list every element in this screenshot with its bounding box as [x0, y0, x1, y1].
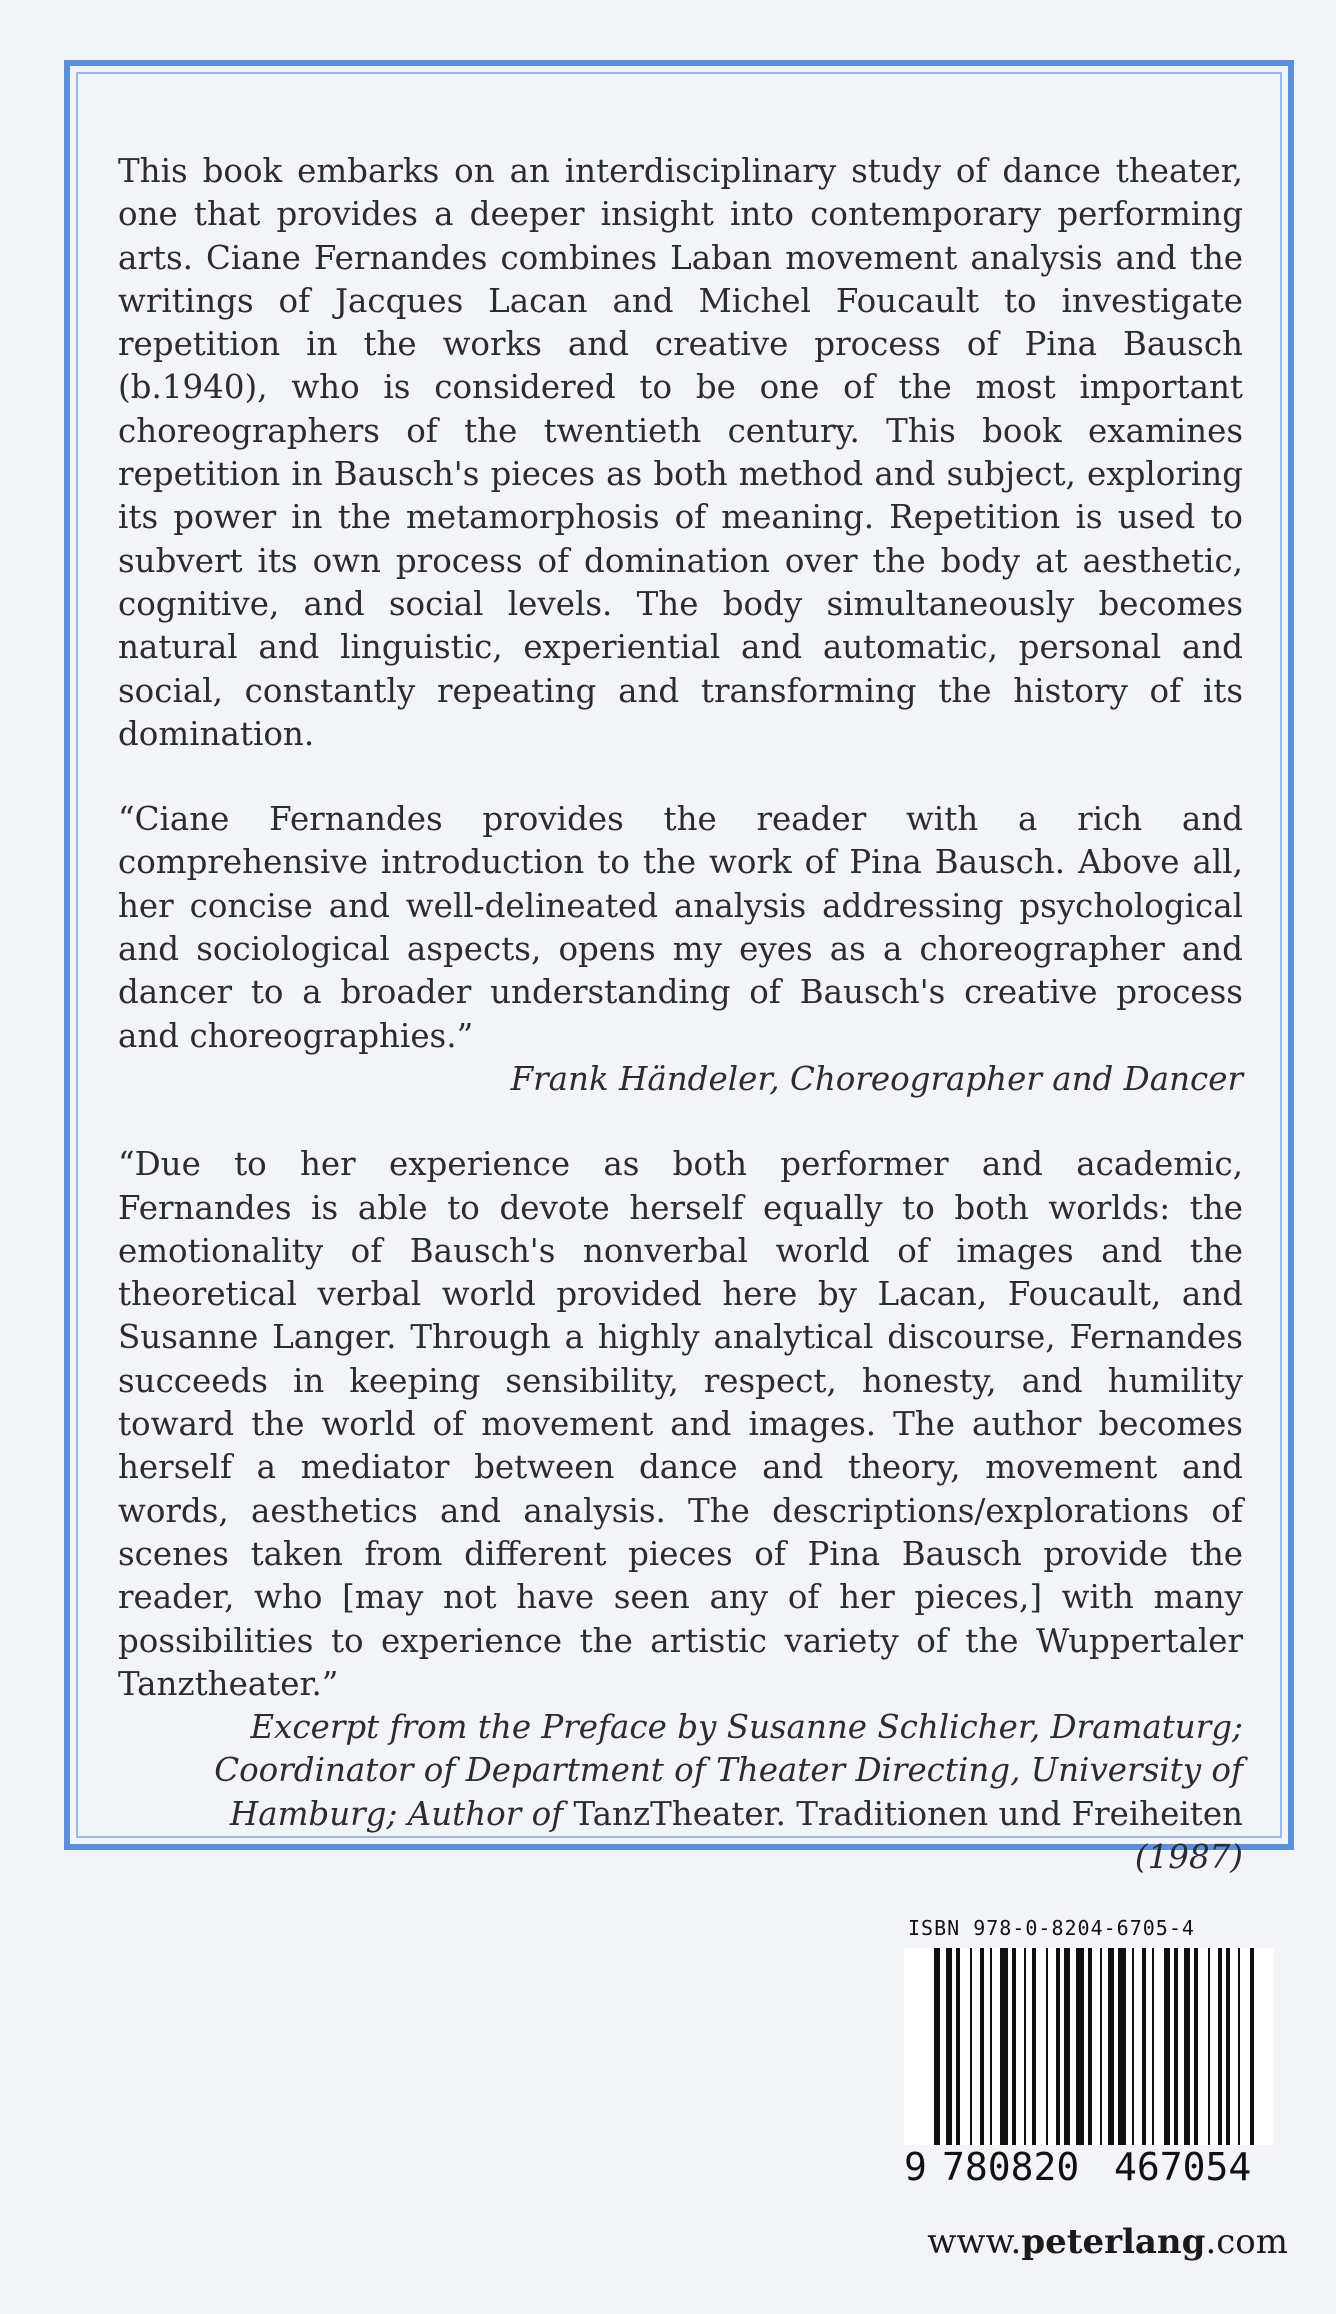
attribution-year: (1987)	[1134, 1837, 1243, 1876]
barcode-digits	[904, 2145, 1274, 2191]
endorsement-attribution-2-line2: Coordinator of Department of Theater Directing, University of	[214, 1751, 1243, 1790]
url-prefix: www.	[927, 2222, 1022, 2262]
url-name: peterlang	[1021, 2222, 1206, 2262]
endorsement-attribution-2-line3	[118, 1793, 1243, 1880]
barcode-digit-lead: 9	[904, 2145, 927, 2189]
isbn-barcode	[904, 1948, 1274, 2168]
endorsement-quote-2: “Due to her experience as both performer and academic, Fernandes is able to devote herself equally to both worlds: the emotionality of Bausch's nonverbal world of images and the theoretical verbal world provided here by Lacan, Foucault, and Susanne Langer. Through a highly analytical discourse, Fernandes succeeds in keeping sensibility, respect, honesty, and humility toward the world of movement and images. The author becomes herself a mediator between dance and theory, movement and words, aesthetics and analysis. The descriptions/explorations of scenes taken from different pieces of Pina Bausch provide the reader, who [may not have seen any of her pieces,] with many possibilities to experience the artistic variety of the Wuppertaler Tanztheater.”	[118, 1145, 1243, 1703]
barcode-digits-left: 780820	[942, 2145, 1080, 2189]
endorsement-attribution-2-line1: Excerpt from the Preface by Susanne Schlicher, Dramaturg;	[250, 1708, 1243, 1747]
back-cover-text	[118, 150, 1243, 1879]
attribution-prefix: Hamburg; Author of	[229, 1794, 564, 1833]
barcode-digits-right: 467054	[1114, 2145, 1252, 2189]
isbn-label: ISBN 978-0-8204-6705-4	[908, 1916, 1195, 1940]
endorsement-attribution-1: Frank Händeler, Choreographer and Dancer	[510, 1059, 1243, 1098]
endorsement-quote-1: “Ciane Fernandes provides the reader with a rich and comprehensive introduction to the work of Pina Bausch. Above all, her concise and well-delineated analysis addressing psychological and sociological aspects, opens my eyes as a choreographer and dancer to a broader understanding of Bausch's creative process and choreographies.”	[118, 800, 1243, 1055]
attribution-book-title: TanzTheater. Traditionen und Freiheiten	[573, 1794, 1243, 1833]
url-suffix: .com	[1205, 2222, 1288, 2262]
book-description: This book embarks on an interdisciplinary study of dance theater, one that provides a deeper insight into contemporary performing arts. Ciane Fernandes combines Laban movement analysis and the writings of Jacques Lacan and Michel Foucault to investigate repetition in the works and creative process of Pina Bausch (b.1940), who is considered to be one of the most important choreographers of the twentieth century. This book examines repetition in Bausch's pieces as both method and subject, exploring its power in the metamorphosis of meaning. Repetition is used to subvert its own process of domination over the body at aesthetic, cognitive, and social levels. The body simultaneously becomes natural and linguistic, experiential and automatic, personal and social, constantly repeating and transforming the history of its domination.	[118, 152, 1243, 753]
publisher-url	[908, 2222, 1288, 2262]
barcode-bars	[904, 1948, 1274, 2168]
